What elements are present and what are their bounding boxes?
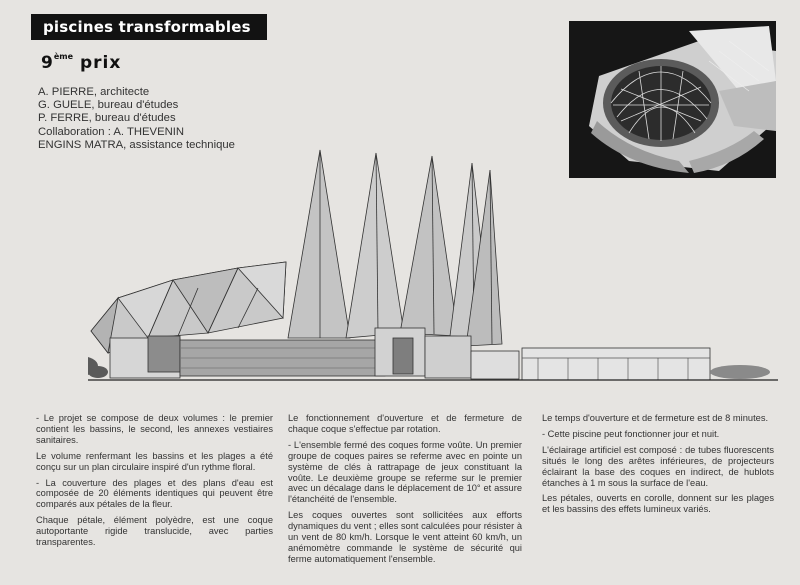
prize-heading (41, 52, 121, 73)
paragraph: Les pétales, ouverts en corolle, donnent sur les plages et les bassins des effets lumineux variés. (542, 493, 774, 515)
credit-line: G. GUELE, bureau d'études (38, 99, 179, 112)
elevation-drawing (88, 148, 778, 388)
page-title: piscines transformables (31, 14, 267, 40)
credit-line: Collaboration : A. THEVENIN (38, 125, 185, 138)
paragraph: Les coques ouvertes sont sollicitées aux efforts dynamiques du vent ; elles sont calculées pour résister à un vent de 80 km/h. Lorsque le vent atteint 60 km/h, un anémomètre commande le système de sécurité qui ferme automatiquement l'ensemble. (288, 510, 522, 564)
paragraph: Chaque pétale, élément polyèdre, est une coque autoportante rigide translucide, avec parties transparentes. (36, 515, 273, 548)
credits-list (38, 86, 235, 152)
credit-line: A. PIERRE, architecte (38, 86, 150, 98)
paragraph: Le temps d'ouverture et de fermeture est de 8 minutes. (542, 413, 769, 423)
paragraph: Le volume renfermant les bassins et les plages a été conçu sur un plan circulaire inspiré d'un rythme floral. (36, 450, 273, 472)
paragraph: - L'ensemble fermé des coques forme voûte. Un premier groupe de coques paires se referme avec en pointe un système de clés à rattrapage de jeux constituant la voûte. Le deuxième groupe se referme sur le premier avec un décalage dans le déplacement de 10° et assure l'étanchéité de l'ensemble. (288, 439, 522, 505)
prize-number: 9 (41, 53, 54, 73)
paragraph: L'éclairage artificiel est composé : de tubes fluorescents situés le long des arêtes inférieures, de projecteurs éclairant la base des coques en indirect, de hublots étanches à 1 m sous la surface de l'eau. (542, 444, 774, 488)
prize-suffix: ème (53, 52, 74, 61)
credit-line: P. FERRE, bureau d'études (38, 112, 176, 125)
text-column-3 (542, 413, 774, 520)
paragraph: - Cette piscine peut fonctionner jour et nuit. (542, 428, 720, 439)
paragraph: - La couverture des plages et des plans d'eau est composée de 20 éléments identiques qui peuvent être comparés aux pétales de la fleur. (36, 477, 273, 510)
prize-word: prix (79, 53, 122, 73)
text-column-2 (288, 413, 522, 570)
credit-line: ENGINS MATRA, assistance technique (38, 138, 235, 151)
paragraph: - Le projet se compose de deux volumes : le premier contient les bassins, le second, les annexes vestiaires sanitaires. (36, 413, 273, 445)
paragraph: Le fonctionnement d'ouverture et de fermeture de chaque coque s'effectue par rotation. (288, 413, 522, 434)
text-column-1 (36, 413, 273, 553)
